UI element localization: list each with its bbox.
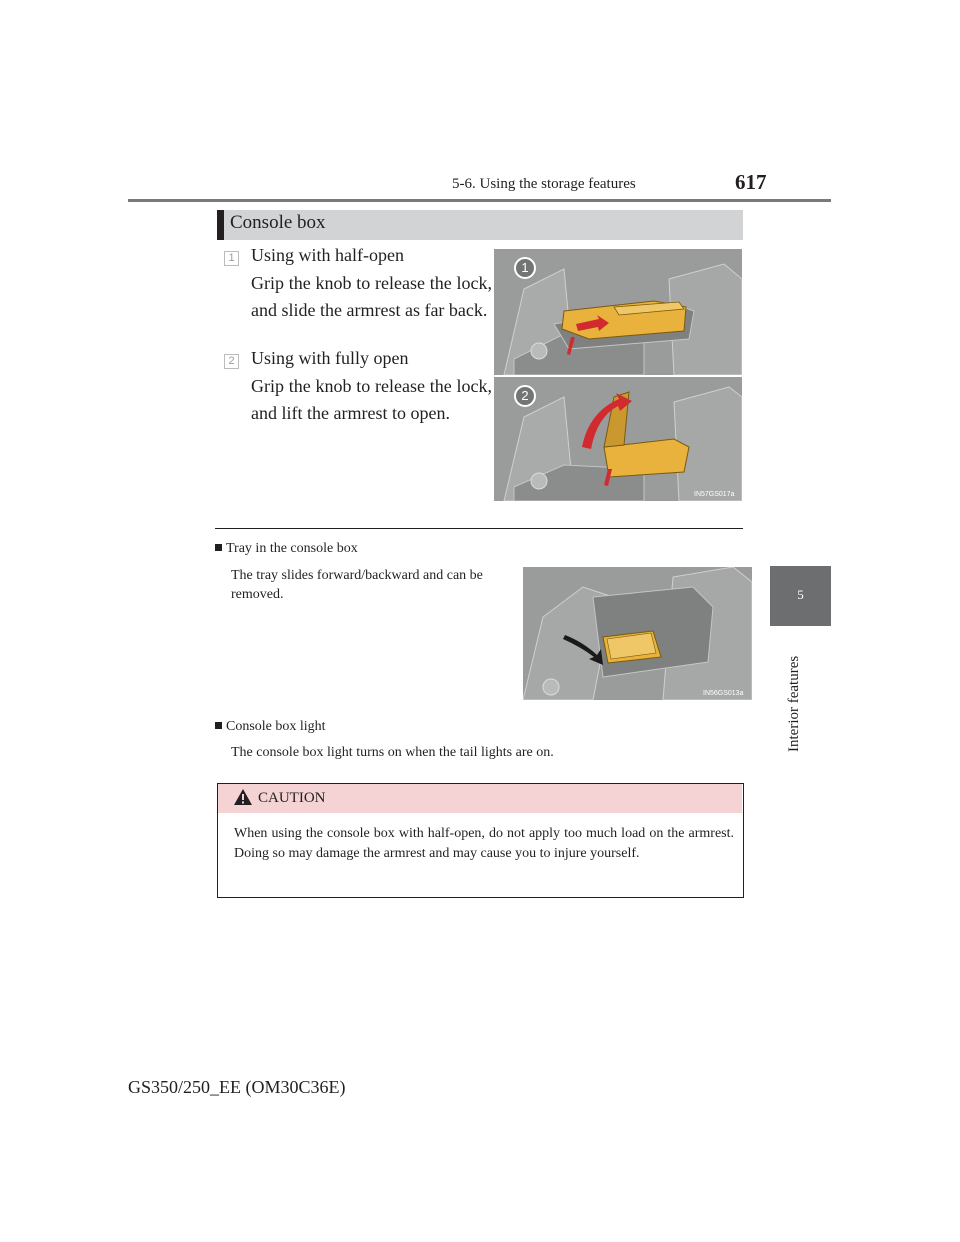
note-1-heading-text: Tray in the console box <box>226 541 358 556</box>
footer-model-code: GS350/250_EE (OM30C36E) <box>128 1077 346 1097</box>
running-header-section: 5-6. Using the storage features <box>452 176 636 192</box>
figure-label-2: 2 <box>514 385 536 407</box>
content-divider <box>215 528 743 529</box>
note-2-text: The console box light turns on when the tail lights are on. <box>231 745 554 760</box>
page-number: 617 <box>735 170 767 194</box>
header-rule <box>128 199 831 202</box>
caution-title: CAUTION <box>258 790 326 806</box>
figure-2-code: IN56GS013a <box>703 690 744 697</box>
bullet-icon <box>215 544 222 551</box>
step-1-title: Using with half-open <box>251 245 404 265</box>
tray-illustration <box>523 567 752 700</box>
note-1-text: The tray slides forward/backward and can be removed. <box>231 568 483 602</box>
half-open-panel <box>494 249 742 375</box>
note-1-heading <box>215 541 358 557</box>
section-title: Console box <box>230 212 326 233</box>
console-box-illustration <box>494 249 742 501</box>
step-marker-1: 1 <box>224 251 239 266</box>
section-bar-accent <box>217 210 224 240</box>
warning-triangle-icon <box>233 788 253 811</box>
step-2-body: Grip the knob to release the lock, and lift the armrest to open. <box>251 376 492 423</box>
fully-open-panel <box>494 377 742 501</box>
chapter-label: Interior features <box>786 655 802 752</box>
figure-label-1: 1 <box>514 257 536 279</box>
bullet-icon <box>215 722 222 729</box>
step-marker-2: 2 <box>224 354 239 369</box>
figure-1-code: IN57GS017a <box>694 491 735 498</box>
note-2-heading-text: Console box light <box>226 719 326 734</box>
step-1-body: Grip the knob to release the lock, and slide the armrest as far back. <box>251 273 492 320</box>
note-2-heading <box>215 719 326 735</box>
step-2-title: Using with fully open <box>251 348 409 368</box>
chapter-number: 5 <box>797 587 804 602</box>
caution-body: When using the console box with half-open, do not apply too much load on the armrest. Doing so may damage the armrest and may cause you to injure yourself. <box>234 826 734 861</box>
